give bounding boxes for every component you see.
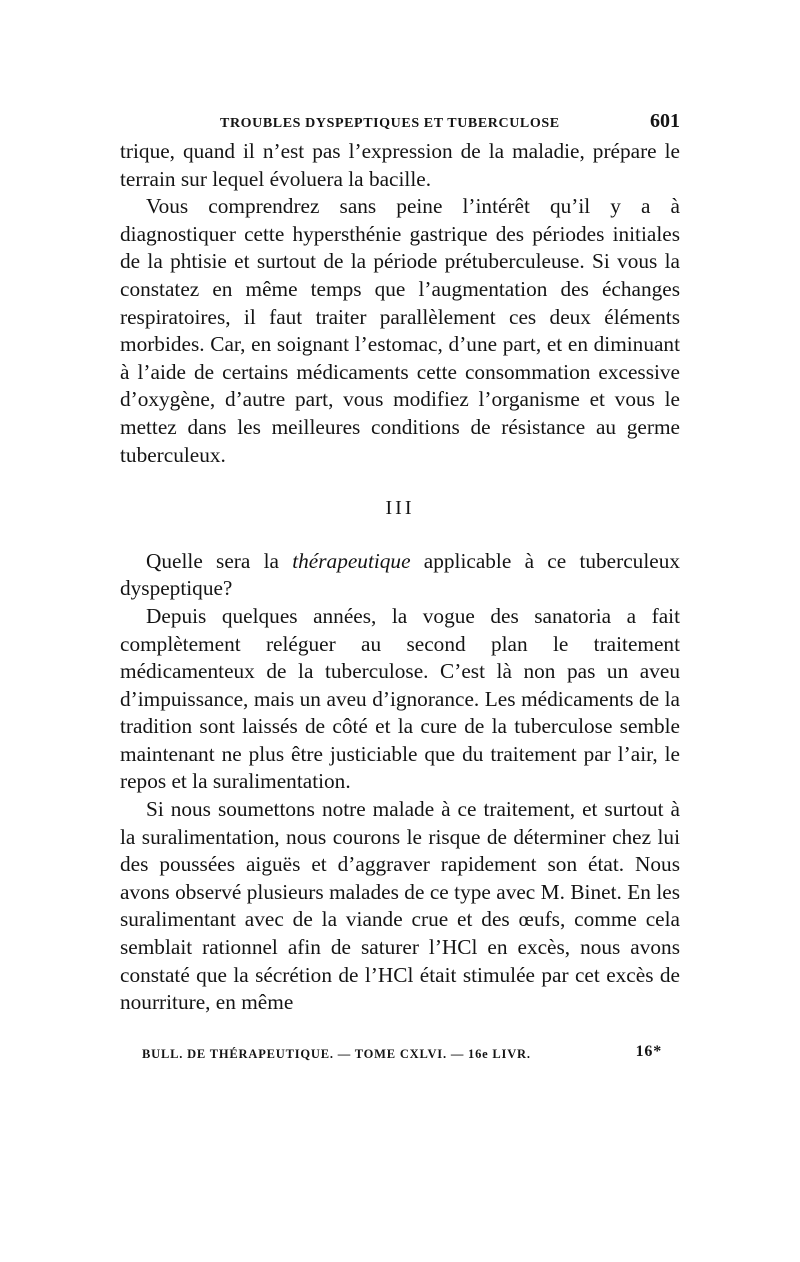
- section-heading: III: [385, 497, 415, 520]
- page-footer: [142, 1043, 662, 1065]
- question-text-start: Quelle sera la: [146, 548, 293, 573]
- paragraph-question: [120, 548, 680, 603]
- running-header: [120, 108, 680, 138]
- journal-signature-line: BULL. DE THÉRAPEUTIQUE. — TOME CXLVI. — 16e LIVR.: [142, 1047, 531, 1061]
- body-text: [120, 138, 680, 1017]
- book-page: [120, 108, 680, 1017]
- sheet-signature-mark: 16*: [635, 1043, 662, 1060]
- page-number: 601: [650, 110, 680, 132]
- question-text-end: applicable à ce tuberculeux dyspeptique?: [120, 548, 680, 601]
- paragraph-continuation: trique, quand il n’est pas l’expression de la maladie, prépare le terrain sur lequel évoluera la bacille.: [120, 139, 680, 191]
- paragraph-diagnosis: Vous comprendrez sans peine l’intérêt qu’il y a à diagnostiquer cette hypersthénie gastrique des périodes initiales de la phtisie et surtout de la période prétuberculeuse. Si vous la constatez en même temps que l’augmentation des échanges respiratoires, il faut traiter parallèlement ces deux éléments morbides. Car, en soignant l’estomac, d’une part, et en diminuant à l’aide de certains médicaments cette consommation excessive d’oxygène, d’autre part, vous modifiez l’organisme et vous le mettez dans les meilleures conditions de résistance au germe tuberculeux.: [120, 194, 680, 467]
- italic-term: thérapeutique: [292, 548, 411, 573]
- paragraph-suralimentation: Si nous soumettons notre malade à ce traitement, et surtout à la suralimentation, nous courons le risque de déterminer chez lui des poussées aiguës et d’aggraver rapidement son état. Nous avons observé plusieurs malades de ce type avec M. Binet. En les suralimentant avec de la viande crue et des œufs, comme cela semblait rationnel afin de saturer l’HCl en excès, nous avons constaté que la sécrétion de l’HCl était stimulée par cet excès de nourriture, en même: [120, 797, 680, 1015]
- paragraph-sanatoria: Depuis quelques années, la vogue des sanatoria a fait complètement reléguer au second plan le traitement médicamenteux de la tuberculose. C’est là non pas un aveu d’impuissance, mais un aveu d’ignorance. Les médicaments de la tradition sont laissés de côté et la cure de la tuberculose semble maintenant ne plus être justiciable que du traitement par l’air, le repos et la suralimentation.: [120, 603, 680, 794]
- running-title: TROUBLES DYSPEPTIQUES ET TUBERCULOSE: [220, 116, 560, 131]
